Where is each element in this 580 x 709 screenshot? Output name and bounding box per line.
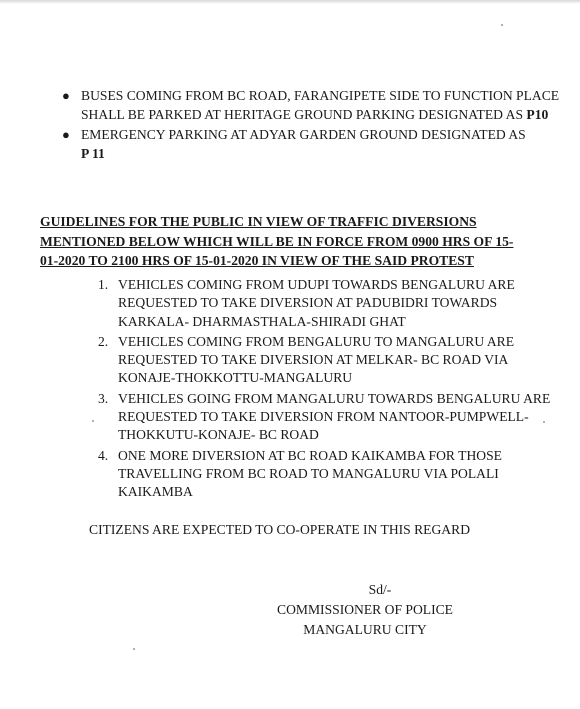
guidelines-heading-line: MENTIONED BELOW WHICH WILL BE IN FORCE FROM 0900 HRS OF 15- xyxy=(40,233,514,249)
bullet-dot-icon: ● xyxy=(62,127,70,142)
diversion-number: 2. xyxy=(98,333,109,349)
diversion-number: 1. xyxy=(98,277,109,292)
diversion-text: VEHICLES COMING FROM UDUPI TOWARDS BENGALURU ARE REQUESTED TO TAKE DIVERSION AT PADUBIDRI TOWARDS KARKALA- DHARMASTHALA-SHIRADI GHAT xyxy=(118,277,515,329)
guidelines-heading-line: 01-2020 TO 2100 HRS OF 15-01-2020 IN VIEW OF THE SAID PROTEST xyxy=(40,253,474,268)
diversion-list xyxy=(96,276,556,504)
guidelines-heading-line: GUIDELINES FOR THE PUBLIC IN VIEW OF TRAFFIC DIVERSIONS xyxy=(40,214,477,229)
diversion-text: VEHICLES GOING FROM MANGALURU TOWARDS BENGALURU ARE REQUESTED TO TAKE DIVERSION FROM NANTOOR-PUMPWELL-THOKKUTU-KONAJE- BC ROAD xyxy=(118,390,551,443)
citizens-note: CITIZENS ARE EXPECTED TO CO-OPERATE IN THIS REGARD xyxy=(89,522,471,537)
parking-bullet-list xyxy=(60,87,560,165)
scan-speck xyxy=(133,648,135,650)
parking-code: P 11 xyxy=(81,145,105,161)
bullet-item xyxy=(60,126,560,163)
signatory-city: MANGALURU CITY xyxy=(303,622,427,637)
scan-speck xyxy=(501,24,503,26)
guidelines-heading xyxy=(40,212,550,271)
diversion-text: VEHICLES COMING FROM BENGALURU TO MANGALURU ARE REQUESTED TO TAKE DIVERSION AT MELKAR- BC ROAD VIA KONAJE-THOKKOTTU-MANGALURU xyxy=(118,333,515,386)
diversion-item xyxy=(96,447,556,502)
bullet-text: BUSES COMING FROM BC ROAD, FARANGIPETE SIDE TO FUNCTION PLACE SHALL BE PARKED AT HERITAGE GROUND PARKING DESIGNATED AS xyxy=(81,88,560,122)
scan-speck xyxy=(92,420,94,422)
diversion-text: ONE MORE DIVERSION AT BC ROAD KAIKAMBA FOR THOSE TRAVELLING FROM BC ROAD TO MANGALURU VIA POLALI KAIKAMBA xyxy=(118,447,502,500)
diversion-item xyxy=(96,333,556,388)
signatory-title: COMMISSIONER OF POLICE xyxy=(277,602,453,617)
signature-block xyxy=(270,580,460,640)
signature-sd: Sd/- xyxy=(368,582,392,597)
bullet-text: EMERGENCY PARKING AT ADYAR GARDEN GROUND DESIGNATED AS xyxy=(81,127,526,142)
diversion-number: 3. xyxy=(98,390,109,406)
bullet-dot-icon: ● xyxy=(62,88,70,103)
diversion-number: 4. xyxy=(98,447,109,463)
diversion-item xyxy=(96,390,556,445)
scan-top-edge xyxy=(0,0,580,4)
parking-code: P10 xyxy=(526,106,549,122)
diversion-item xyxy=(96,276,556,331)
bullet-item xyxy=(60,87,560,124)
